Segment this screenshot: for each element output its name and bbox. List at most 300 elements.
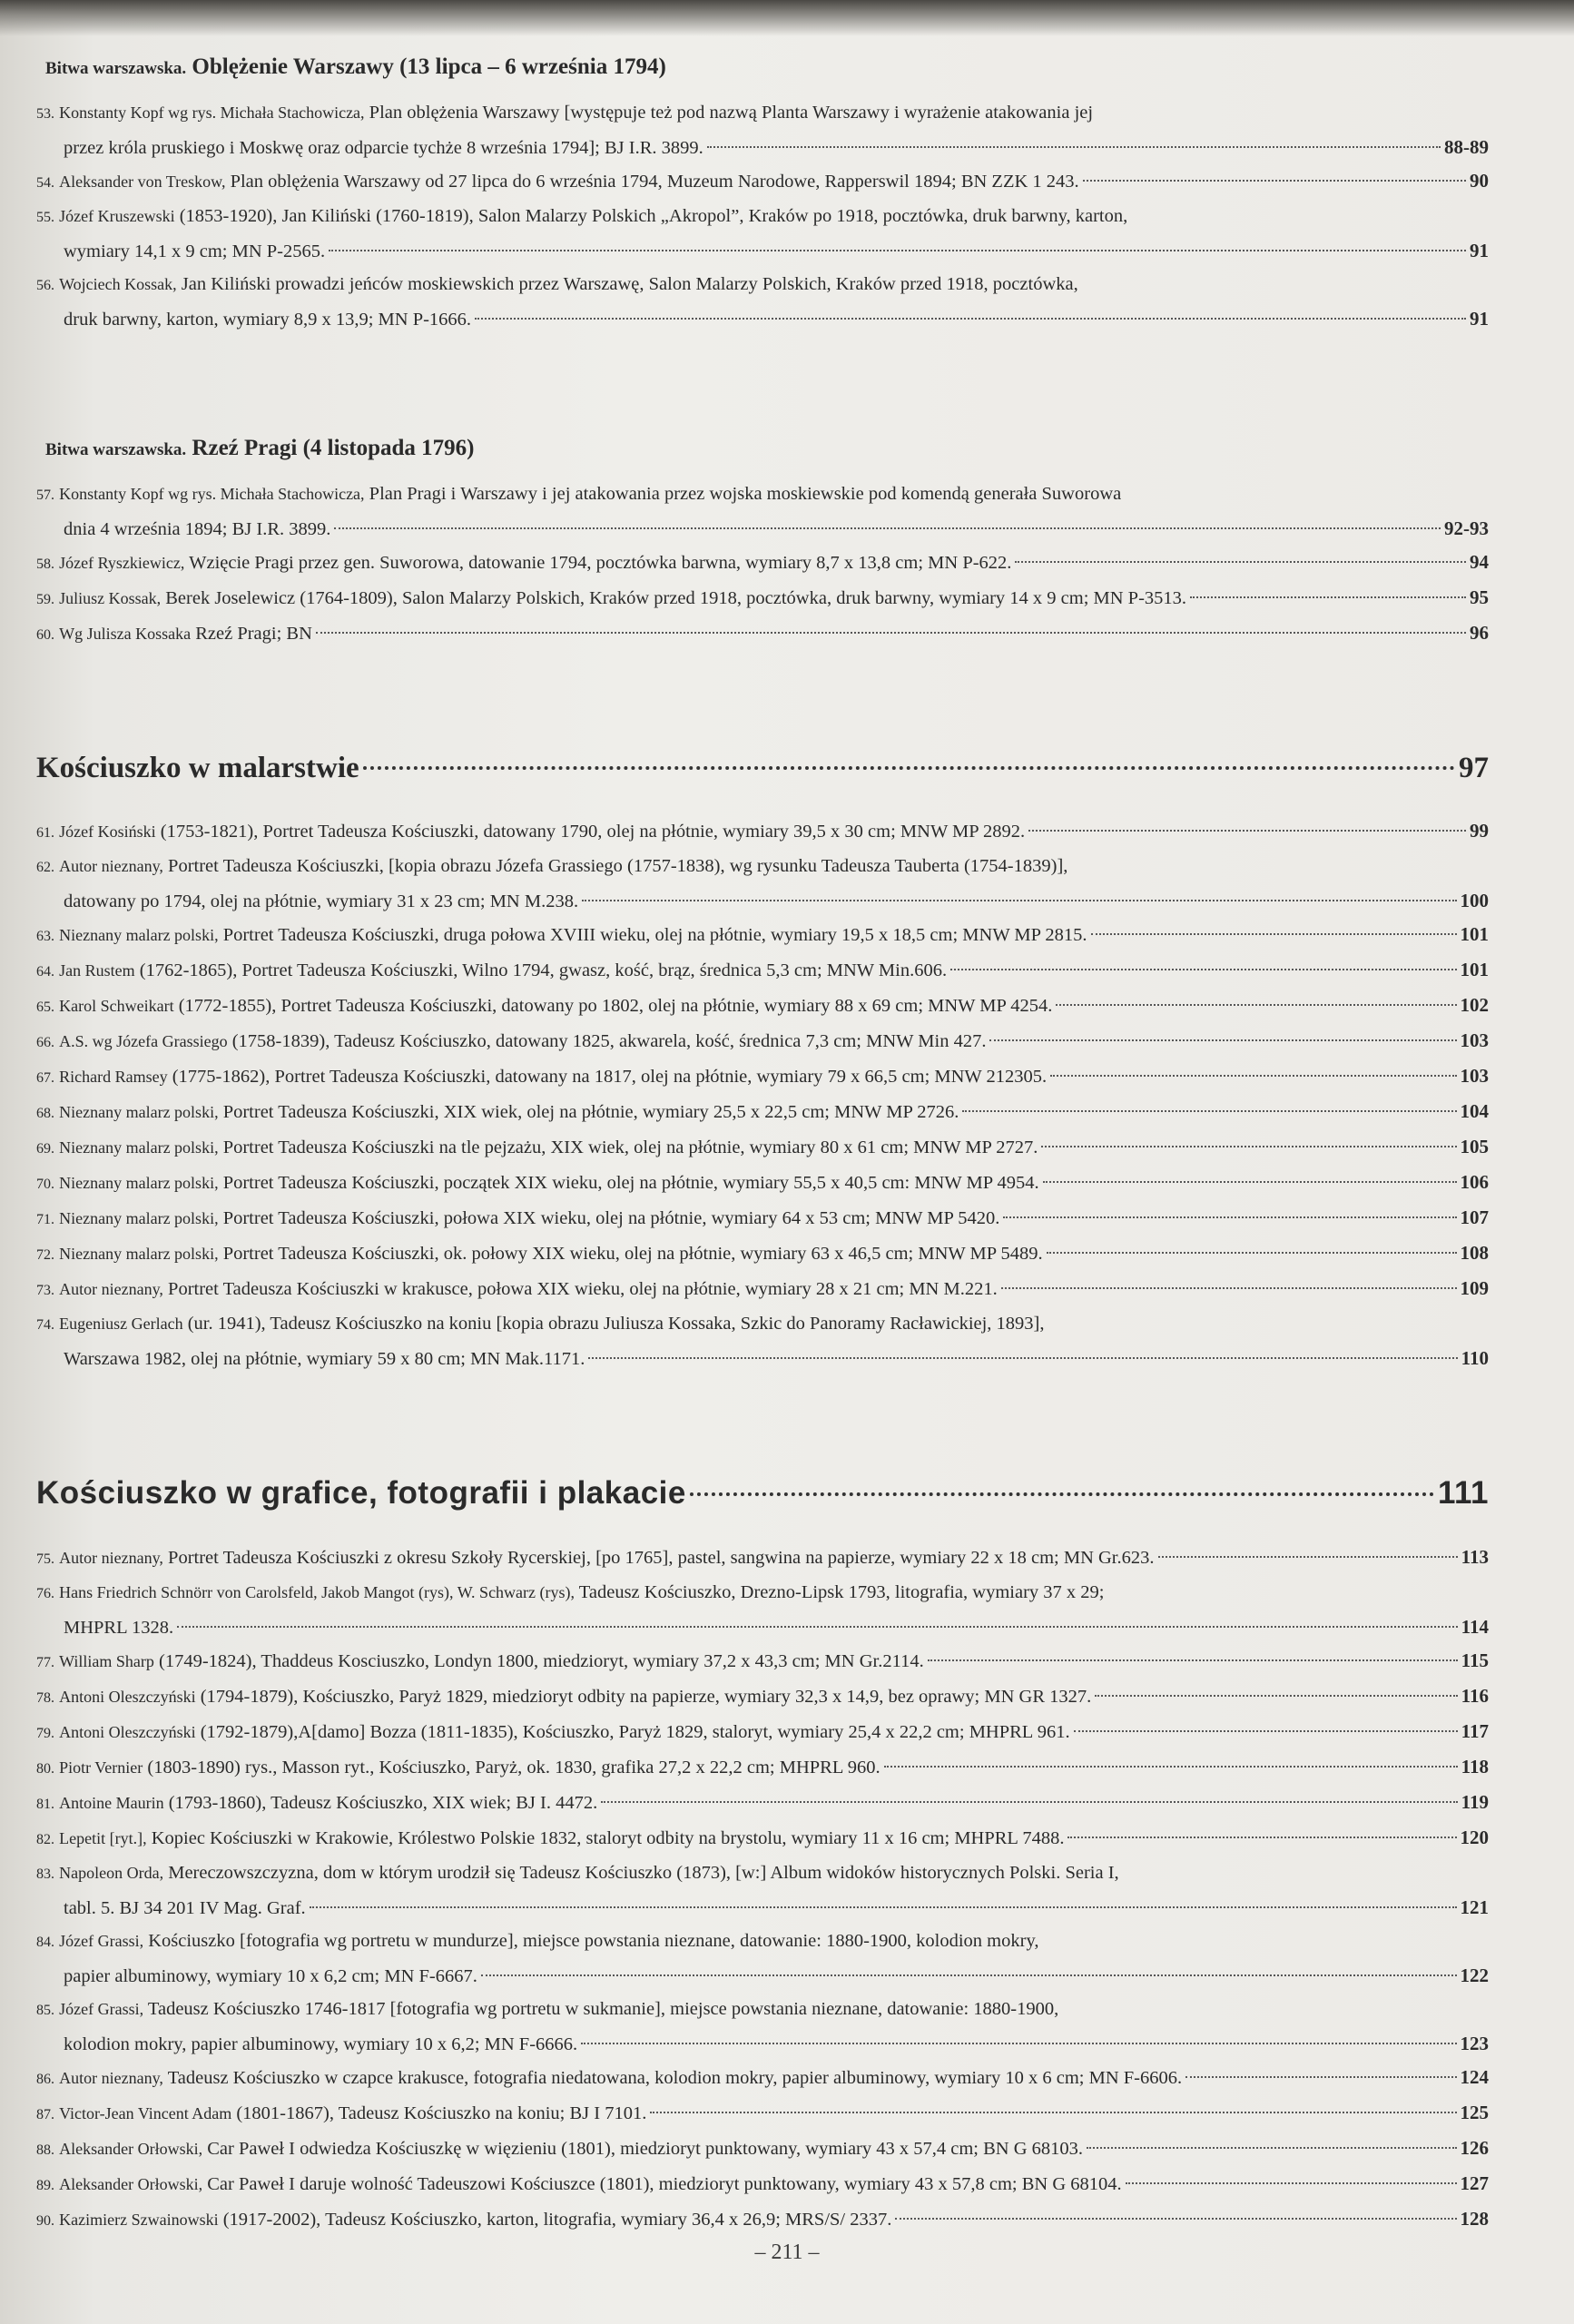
entry-page-number: 109 [1460,1277,1489,1299]
entry-text: Kościuszko [fotografia wg portretu w mundurze], miejsce powstania nieznane, datowanie: 1880-1900, kolodion mokry, [148,1931,1039,1951]
leader-dots [989,1039,1456,1041]
leader-dots [1087,2147,1456,2149]
leader-dots [177,1626,1458,1628]
entry-page-number: 116 [1461,1685,1489,1707]
entry-page-number: 127 [1460,2172,1489,2194]
entry-number: 72. [36,1247,54,1263]
entry-page-number: 120 [1460,1827,1489,1848]
entry-author: Autor nieznany, [59,857,163,875]
entry-author: Józef Ryszkiewicz, [59,554,185,572]
entry-page-number: 103 [1460,1065,1489,1087]
toc-entry-line [36,302,1489,336]
entry-page-number: 115 [1461,1649,1489,1671]
toc-entry-line [36,918,1489,953]
entry-text: przez króla pruskiego i Moskwę oraz odparcie tychże 8 września 1794]; BJ I.R. 3899. [64,138,703,158]
entry-number: 67. [36,1070,54,1086]
toc-entry-line [36,1786,1489,1821]
entry-text: Portret Tadeusza Kościuszki, druga połowa XVIII wieku, olej na płótnie, wymiary 19,5 x 18,5 cm; MNW MP 2815. [222,925,1087,945]
entry-number: 66. [36,1035,54,1050]
entry-author: Józef Grassi, [59,2000,144,2018]
toc-entry [36,1166,1489,1201]
entry-number: 64. [36,964,54,980]
entry-page-number: 91 [1470,240,1489,261]
entry-author: Lepetit [ryt.], [59,1829,147,1847]
toc-entry-line [36,884,1489,918]
toc-entry-line [36,989,1489,1024]
entry-text: (1775-1862), Portret Tadeusza Kościuszki, datowany na 1817, olej na płótnie, wymiary 79 x 66,5 cm; MNW 212305. [172,1067,1048,1087]
leader-dots [1001,1287,1457,1289]
entry-text: tabl. 5. BJ 34 201 IV Mag. Graf. [64,1898,306,1918]
toc-entry-line [36,1925,1489,1959]
leader-dots [928,1659,1458,1661]
toc-entry-line [36,512,1489,546]
entry-author: Józef Grassi, [59,1932,144,1950]
toc-entry-line [36,1166,1489,1201]
toc-entry-line [36,2096,1489,2132]
entry-author: Nieznany malarz polski, [59,1245,219,1263]
toc-entry-line [36,1679,1489,1715]
entry-page-number: 124 [1460,2066,1489,2088]
entry-text: (1794-1879), Kościuszko, Paryż 1829, miedzioryt odbity na papierze, wymiary 32,3 x 14,9, bez oprawy; MN GR 1327. [200,1687,1092,1707]
entry-number: 71. [36,1212,54,1227]
entry-number: 60. [36,627,54,643]
entry-number: 57. [36,487,54,503]
page-number: – 211 – [754,2240,820,2264]
page-top-shadow [0,0,1574,36]
entry-author: Piotr Vernier [59,1758,143,1777]
entry-text: Portret Tadeusza Kościuszki, XIX wiek, olej na płótnie, wymiary 25,5 x 22,5 cm; MNW MP 2726. [222,1102,959,1122]
entry-page-number: 99 [1470,820,1489,842]
entry-author: Juliusz Kossak, [59,589,162,607]
toc-entry [36,1750,1489,1786]
toc-entry-line [36,2167,1489,2202]
toc-entry [36,814,1489,850]
entry-author: Napoleon Orda, [59,1864,164,1882]
entry-number: 63. [36,929,54,944]
entry-text: Rzeź Pragi; BN [195,624,312,644]
entry-author: Autor nieznany, [59,1549,163,1567]
entry-number: 82. [36,1832,54,1847]
entry-page-number: 126 [1460,2137,1489,2159]
toc-entry [36,2202,1489,2238]
entry-text: Portret Tadeusza Kościuszki w krakusce, połowa XIX wieku, olej na płótnie, wymiary 28 x 21 cm; MN M.221. [168,1279,998,1299]
chapter-page-number: 111 [1437,1475,1489,1511]
toc-entry [36,2167,1489,2202]
entry-page-number: 110 [1461,1347,1489,1369]
entry-text: (1753-1821), Portret Tadeusza Kościuszki, datowany 1790, olej na płótnie, wymiary 39,5 x 30 cm; MNW MP 2892. [160,822,1026,842]
leader-dots [1050,1075,1456,1077]
entry-page-number: 88-89 [1444,136,1489,158]
section-heading-title: Rzeź Pragi (4 listopada 1796) [192,436,475,460]
entry-author: Józef Kosiński [59,822,156,841]
entry-number: 74. [36,1317,54,1333]
entry-page-number: 91 [1470,308,1489,330]
toc-entry [36,2096,1489,2132]
toc-entry-line [36,200,1489,234]
leader-dots [1028,830,1466,832]
leader-dots [363,766,1455,770]
chapter-heading [36,1475,1489,1512]
leader-dots [895,2218,1456,2220]
leader-dots [1003,1216,1456,1218]
toc-section [36,436,1489,652]
toc-entry-line [36,1576,1489,1610]
entry-page-number: 103 [1460,1029,1489,1051]
entry-page-number: 101 [1460,923,1489,945]
entry-number: 84. [36,1935,54,1950]
entry-author: Antoni Oleszczyński [59,1723,196,1741]
entry-text: Kopiec Kościuszki w Krakowie, Królestwo Polskie 1832, staloryt odbity na brystolu, wymiary 11 x 16 cm; MHPRL 7488. [151,1828,1065,1848]
chapter-page-number: 97 [1459,752,1489,784]
entry-text: papier albuminowy, wymiary 10 x 6,2 cm; MN F-6667. [64,1966,477,1986]
entry-author: Nieznany malarz polski, [59,1103,219,1121]
leader-dots [1043,1181,1457,1183]
entry-text: Portret Tadeusza Kościuszki, [kopia obrazu Józefa Grassiego (1757-1838), wg rysunku Tadeusza Tauberta (1754-1839)], [168,856,1068,876]
entry-author: Nieznany malarz polski, [59,1138,219,1157]
toc-entry [36,1644,1489,1679]
leader-dots [1074,1730,1458,1732]
toc-entry-line [36,1959,1489,1993]
leader-dots [310,1906,1457,1908]
toc-entry-line [36,2027,1489,2061]
entry-page-number: 101 [1460,959,1489,980]
leader-dots [1047,1252,1457,1254]
entry-text: (1772-1855), Portret Tadeusza Kościuszki, datowany po 1802, olej na płótnie, wymiary 88 x 69 cm; MNW MP 4254. [178,996,1053,1016]
toc-entry-line [36,268,1489,302]
entry-number: 76. [36,1586,54,1601]
leader-dots [1095,1695,1457,1697]
table-of-contents [36,54,1489,2238]
entry-text: Mereczowszczyzna, dom w którym urodził się Tadeusz Kościuszko (1873), [w:] Album widoków historycznych Polski. Seria I, [168,1863,1119,1883]
leader-dots [582,900,1456,901]
entry-number: 78. [36,1690,54,1706]
entry-number: 75. [36,1551,54,1567]
entry-page-number: 105 [1460,1136,1489,1157]
chapter-heading [36,752,1489,785]
leader-dots [1041,1146,1456,1147]
entry-page-number: 122 [1460,1965,1489,1986]
entry-page-number: 118 [1461,1756,1489,1777]
toc-entry-line [36,1130,1489,1166]
entry-page-number: 123 [1460,2033,1489,2054]
entry-page-number: 113 [1461,1546,1489,1568]
leader-dots [1091,933,1457,935]
entry-page-number: 90 [1470,170,1489,192]
entry-page-number: 114 [1461,1616,1489,1638]
entry-page-number: 95 [1470,586,1489,608]
entry-number: 70. [36,1177,54,1192]
toc-entry-line [36,164,1489,200]
entry-text: Portret Tadeusza Kościuszki, połowa XIX wieku, olej na płótnie, wymiary 64 x 53 cm; MNW MP 5420. [222,1208,1000,1228]
toc-entry [36,1925,1489,1993]
leader-dots [707,146,1441,148]
entry-page-number: 117 [1461,1720,1489,1742]
leader-dots [334,527,1441,529]
toc-entry [36,96,1489,164]
entry-page-number: 128 [1460,2208,1489,2230]
entry-text: (1792-1879),A[damo] Bozza (1811-1835), Kościuszko, Paryż 1829, staloryt, wymiary 25,4 x 22,2 cm; MHPRL 961. [200,1722,1070,1742]
entry-text: (1801-1867), Tadeusz Kościuszko na koniu; BJ I 7101. [236,2103,647,2123]
toc-entry-line [36,2202,1489,2238]
entry-page-number: 121 [1460,1896,1489,1918]
toc-entry-line [36,1541,1489,1576]
chapter-title: Kościuszko w grafice, fotografii i plakacie [36,1475,686,1511]
entry-number: 69. [36,1141,54,1157]
entry-text: wymiary 14,1 x 9 cm; MN P-2565. [64,241,326,261]
entry-author: Victor-Jean Vincent Adam [59,2104,232,2122]
toc-entry [36,616,1489,652]
entry-text: kolodion mokry, papier albuminowy, wymiary 10 x 6,2; MN F-6666. [64,2034,578,2054]
entry-number: 88. [36,2142,54,2158]
entry-text: (1758-1839), Tadeusz Kościuszko, datowany 1825, akwarela, kość, średnica 7,3 cm; MNW Min 427. [231,1031,987,1051]
toc-entry [36,478,1489,546]
entry-page-number: 100 [1460,890,1489,911]
toc-entry [36,1130,1489,1166]
leader-dots [1067,1837,1456,1838]
entry-author: Jan Rustem [59,961,135,980]
toc-entry [36,1024,1489,1059]
section-heading-lead: Bitwa warszawska. [45,59,187,78]
toc-entry [36,1201,1489,1236]
toc-entry-line [36,581,1489,616]
section-heading-title: Oblężenie Warszawy (13 lipca – 6 września 1794) [192,54,666,79]
entry-author: Aleksander von Treskow, [59,172,226,191]
section-spacer [36,1375,1489,1475]
toc-entry-line [36,1993,1489,2027]
entry-author: Karol Schweikart [59,997,174,1015]
entry-text: Plan oblężenia Warszawy [występuje też pod nazwą Planta Warszawy i wyrażenie atakowania jej [369,103,1094,123]
entry-author: Antoine Maurin [59,1794,164,1812]
entry-page-number: 108 [1460,1242,1489,1264]
toc-entry [36,1059,1489,1095]
entry-text: Portret Tadeusza Kościuszki, ok. połowy XIX wieku, olej na płótnie, wymiary 63 x 46,5 cm; MNW MP 5489. [222,1244,1043,1264]
entry-text: Plan Pragi i Warszawy i jej atakowania przez wojska moskiewskie pod komendą generała Suworowa [369,484,1122,504]
toc-entry [36,1541,1489,1576]
toc-section [36,752,1489,1375]
entry-text: MHPRL 1328. [64,1618,174,1638]
entry-author: Nieznany malarz polski, [59,926,219,944]
entry-author: Nieznany malarz polski, [59,1209,219,1227]
toc-entry-line [36,1024,1489,1059]
entry-author: Hans Friedrich Schnörr von Carolsfeld, Jakob Mangot (rys), W. Schwarz (rys), [59,1583,575,1601]
entry-number: 90. [36,2213,54,2229]
leader-dots [1056,1004,1456,1006]
toc-entry [36,268,1489,336]
entry-text: druk barwny, karton, wymiary 8,9 x 13,9; MN P-1666. [64,310,472,330]
leader-dots [1126,2182,1457,2184]
toc-entry-line [36,1272,1489,1307]
entry-page-number: 107 [1460,1206,1489,1228]
leader-dots [950,969,1456,970]
toc-entry-line [36,814,1489,850]
toc-entry [36,1307,1489,1375]
leader-dots [1083,180,1466,182]
leader-dots [316,632,1466,634]
entry-author: Kazimierz Szwainowski [59,2211,219,2229]
toc-entry [36,546,1489,581]
entry-number: 59. [36,592,54,607]
toc-entry [36,2061,1489,2096]
leader-dots [1190,596,1466,598]
entry-page-number: 104 [1460,1100,1489,1122]
entry-text: datowany po 1794, olej na płótnie, wymiary 31 x 23 cm; MN M.238. [64,891,579,911]
entry-page-number: 106 [1460,1171,1489,1193]
leader-dots [1015,561,1466,563]
toc-entry-line [36,1750,1489,1786]
toc-entry-line [36,2061,1489,2096]
entry-author: A.S. wg Józefa Grassiego [59,1032,228,1050]
entry-text: Portret Tadeusza Kościuszki, początek XIX wieku, olej na płótnie, wymiary 55,5 x 40,5 cm: MNW MP 4954. [222,1173,1039,1193]
entry-author: Nieznany malarz polski, [59,1174,219,1192]
toc-entry-line [36,1891,1489,1925]
entry-text: (1853-1920), Jan Kiliński (1760-1819), Salon Malarzy Polskich „Akropol”, Kraków po 1918, pocztówka, druk barwny, karton, [179,206,1128,226]
toc-entry-line [36,234,1489,268]
toc-entry-line [36,953,1489,989]
entry-number: 81. [36,1797,54,1812]
toc-entry [36,953,1489,989]
toc-entry [36,989,1489,1024]
entry-text: (1793-1860), Tadeusz Kościuszko, XIX wiek; BJ I. 4472. [168,1793,598,1813]
leader-dots [650,2112,1456,2113]
entry-number: 89. [36,2178,54,2193]
entry-page-number: 102 [1460,994,1489,1016]
entry-number: 87. [36,2107,54,2122]
toc-entry [36,850,1489,918]
chapter-title: Kościuszko w malarstwie [36,752,359,784]
entry-page-number: 92-93 [1444,517,1489,539]
entry-number: 85. [36,2003,54,2018]
leader-dots [475,318,1466,320]
entry-number: 79. [36,1726,54,1741]
toc-entry-line [36,1644,1489,1679]
entry-text: (ur. 1941), Tadeusz Kościuszko na koniu [kopia obrazu Juliusza Kossaka, Szkic do Panoramy Racławickiej, 1893], [187,1314,1045,1334]
toc-entry [36,1576,1489,1644]
entry-text: Car Paweł I daruje wolność Tadeuszowi Kościuszce (1801), miedzioryt punktowany, wymiary 43 x 57,8 cm; BN G 68104. [207,2174,1122,2194]
toc-entry [36,164,1489,200]
toc-entry [36,2132,1489,2167]
leader-dots [690,1492,1434,1496]
entry-text: dnia 4 września 1894; BJ I.R. 3899. [64,519,331,539]
section-spacer [36,652,1489,752]
toc-entry [36,1272,1489,1307]
entry-author: Józef Kruszewski [59,207,175,225]
entry-text: Car Paweł I odwiedza Kościuszkę w więzieniu (1801), miedzioryt punktowany, wymiary 43 x 57,4 cm; BN G 68103. [207,2139,1084,2159]
entry-author: Aleksander Orłowski, [59,2175,203,2193]
toc-entry-line [36,131,1489,164]
entry-page-number: 94 [1470,551,1489,573]
entry-text: Jan Kiliński prowadzi jeńców moskiewskich przez Warszawę, Salon Malarzy Polskich, Kraków przed 1918, pocztówka, [181,274,1078,294]
toc-entry-line [36,546,1489,581]
entry-number: 62. [36,860,54,875]
toc-entry [36,918,1489,953]
toc-section [36,54,1489,336]
entry-text: Tadeusz Kościuszko 1746-1817 [fotografia wg portretu w sukmanie], miejsce powstania nieznane, datowanie: 1880-1900, [147,1999,1059,2019]
entry-author: Antoni Oleszczyński [59,1688,196,1706]
entry-page-number: 119 [1461,1791,1489,1813]
section-heading-lead: Bitwa warszawska. [45,440,187,459]
toc-entry-line [36,1095,1489,1130]
leader-dots [1185,2076,1456,2078]
entry-text: Tadeusz Kościuszko w czapce krakusce, fotografia niedatowana, kolodion mokry, papier albuminowy, wymiary 10 x 6 cm; MN F-6606. [167,2068,1183,2088]
entry-author: Wojciech Kossak, [59,275,177,293]
toc-entry [36,200,1489,268]
entry-author: Wg Julisza Kossaka [59,625,192,643]
toc-entry [36,1095,1489,1130]
toc-entry-line [36,478,1489,512]
entry-number: 86. [36,2072,54,2087]
leader-dots [1158,1556,1458,1558]
entry-text: (1917-2002), Tadeusz Kościuszko, karton, litografia, wymiary 36,4 x 26,9; MRS/S/ 2337. [222,2210,892,2230]
entry-text: Portret Tadeusza Kościuszki z okresu Szkoły Rycerskiej, [po 1765], pastel, sangwina na papierze, wymiary 22 x 18 cm; MN Gr.623. [168,1548,1155,1568]
toc-entry-line [36,1610,1489,1644]
toc-entry-line [36,1236,1489,1272]
toc-entry-line [36,2132,1489,2167]
toc-entry [36,1786,1489,1821]
toc-entry-line [36,1821,1489,1856]
entry-number: 77. [36,1655,54,1670]
entry-number: 54. [36,175,54,191]
entry-author: Autor nieznany, [59,1280,163,1298]
entry-number: 83. [36,1866,54,1882]
toc-entry [36,1679,1489,1715]
toc-entry-line [36,1059,1489,1095]
entry-author: Konstanty Kopf wg rys. Michała Stachowicza, [59,485,365,503]
entry-text: Wzięcie Pragi przez gen. Suworowa, datowanie 1794, pocztówka barwna, wymiary 8,7 x 13,8 cm; MN P-622. [189,553,1012,573]
toc-entry-line [36,1201,1489,1236]
toc-entry-line [36,850,1489,884]
toc-entry-line [36,1856,1489,1891]
leader-dots [329,250,1466,251]
entry-text: Berek Joselewicz (1764-1809), Salon Malarzy Polskich, Kraków przed 1918, pocztówka, druk barwny, wymiary 14 x 9 cm; MN P-3513. [165,588,1187,608]
entry-author: Richard Ramsey [59,1068,168,1086]
toc-section [36,1475,1489,2238]
leader-dots [601,1801,1457,1803]
leader-dots [481,1974,1457,1976]
entry-number: 68. [36,1106,54,1121]
toc-entry-line [36,616,1489,652]
entry-number: 58. [36,556,54,572]
toc-entry-line [36,1307,1489,1342]
entry-page-number: 96 [1470,622,1489,644]
entry-author: Konstanty Kopf wg rys. Michała Stachowicza, [59,103,365,122]
section-heading [45,436,1489,461]
entry-text: Plan oblężenia Warszawy od 27 lipca do 6 września 1794, Muzeum Narodowe, Rapperswil 1894; BN ZZK 1 243. [230,172,1079,192]
entry-text: (1762-1865), Portret Tadeusza Kościuszki, Wilno 1794, gwasz, kość, brąz, średnica 5,3 cm; MNW Min.606. [139,960,948,980]
section-spacer [36,336,1489,436]
entry-author: William Sharp [59,1652,154,1670]
entry-text: Warszawa 1982, olej na płótnie, wymiary 59 x 80 cm; MN Mak.1171. [64,1349,585,1369]
toc-entry [36,1821,1489,1856]
entry-number: 55. [36,210,54,225]
toc-entry [36,1715,1489,1750]
entry-page-number: 125 [1460,2102,1489,2123]
entry-number: 61. [36,825,54,841]
leader-dots [884,1766,1458,1768]
entry-text: (1749-1824), Thaddeus Kosciuszko, Londyn 1800, miedzioryt, wymiary 37,2 x 43,3 cm; MN Gr.2114. [159,1651,924,1671]
entry-author: Eugeniusz Gerlach [59,1315,183,1333]
section-heading [45,54,1489,80]
entry-author: Aleksander Orłowski, [59,2140,203,2158]
entry-number: 53. [36,106,54,122]
entry-number: 65. [36,1000,54,1015]
toc-entry [36,581,1489,616]
entry-text: Tadeusz Kościuszko, Drezno-Lipsk 1793, litografia, wymiary 37 x 29; [578,1582,1105,1602]
toc-entry [36,1236,1489,1272]
toc-entry-line [36,96,1489,131]
leader-dots [588,1357,1457,1359]
entry-number: 73. [36,1283,54,1298]
entry-author: Autor nieznany, [59,2069,163,2087]
